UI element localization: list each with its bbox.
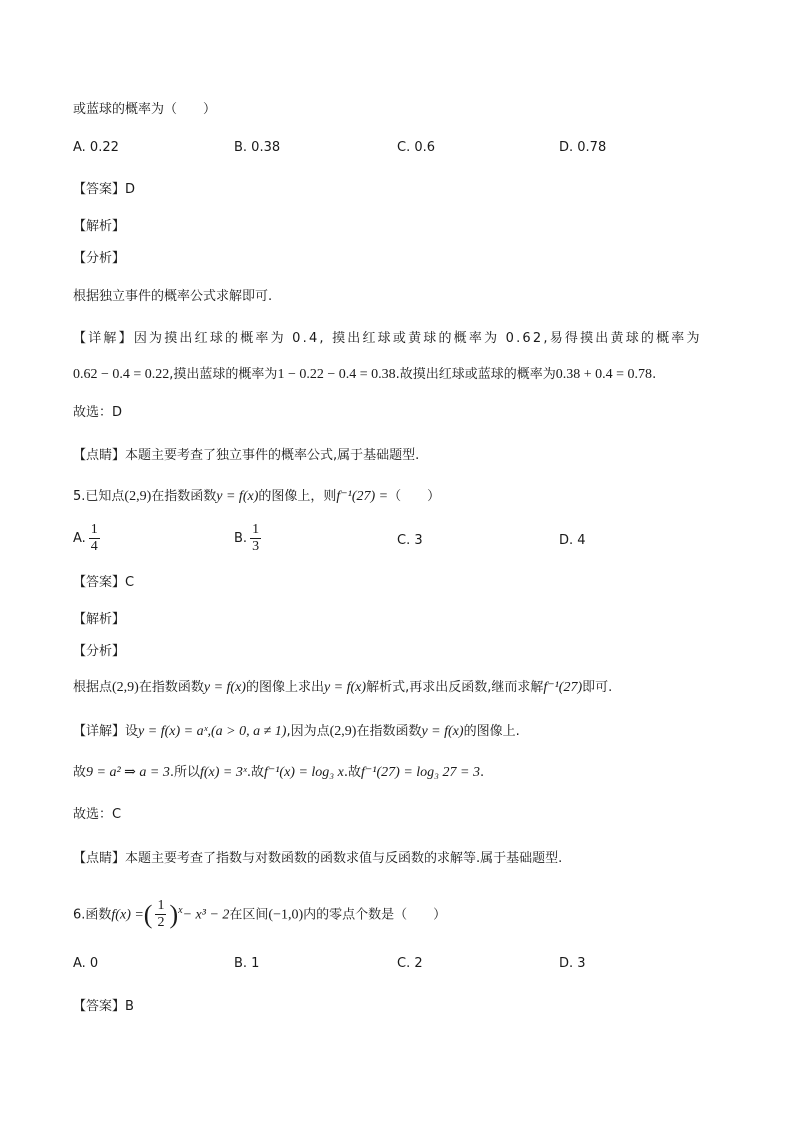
answer-value: D [125,182,136,197]
math-expr: f⁻¹(x) = log₃ x [263,765,344,780]
detail-label: 【详解】 [73,331,134,346]
q6-option-c: C. 2 [397,956,423,971]
q4-fenxi-label: 【分析】 [73,251,126,266]
q4-option-b: B. 0.38 [234,140,281,155]
text-segment: . [479,765,485,780]
math-expr: f(x) = 3ˣ [199,765,247,780]
text-segment: . [652,367,657,382]
q5-stem [73,488,440,506]
q5-answer [73,574,134,592]
q4-fenxi-text: 根据独立事件的概率公式求解即可. [73,289,273,304]
math-expr: f⁻¹(27) = log₃ 27 = 3 [361,765,480,780]
q4-comment [73,447,419,465]
question-number: 6. [73,907,86,923]
q4-stem-tail: 或蓝球的概率为（ ） [73,102,217,117]
numerator: 1 [252,522,260,537]
fraction [155,898,166,931]
right-paren: ) [169,899,179,929]
q4-analysis-label: 【解析】 [73,219,126,234]
numerator: 1 [90,522,98,537]
text-segment: 的图像上求出 [245,680,324,695]
text-segment: 的图像上. [463,724,520,739]
text-segment: （ ） [388,489,441,504]
text-segment: 函数 [85,907,112,923]
option-label: B. [234,531,248,546]
detail-text: 因为摸出红球的概率为 0.4, 摸出红球或黄球的概率为 0.62,易得摸出黄球的概率为 [133,331,702,346]
math-expr: 9 = a² ⇒ a = 3 [86,765,170,780]
q5-option-b [234,522,264,555]
denominator: 3 [252,539,260,554]
detail-label: 【详解】 [73,724,126,739]
math-expr: f⁻¹(27) [543,680,583,695]
q4-choose: 故选：D [73,405,123,420]
comment-text: 本题主要考查了独立事件的概率公式,属于基础题型. [125,448,420,463]
math-expr: f⁻¹(27) = [336,489,389,504]
q5-analysis-label: 【解析】 [73,612,126,627]
question-number: 5. [73,489,86,504]
denominator: 2 [157,915,165,931]
q6-stem [73,893,446,933]
text-segment: 已知点 [85,489,125,504]
math-expr: − x³ − 2 [182,907,230,923]
q4-option-a: A. 0.22 [73,140,119,155]
text-segment: ,因为点 [286,724,330,739]
answer-label: 【答案】 [73,575,126,590]
text-segment: 故 [73,765,87,780]
text-segment: 根据点 [73,680,113,695]
denominator: 4 [90,539,98,554]
text-segment: 解析式,再求出反函数,继而求解 [366,680,544,695]
math-expr: f(x) = [111,907,144,923]
math-expr: (2,9) [124,489,152,504]
math-expr: y = f(x) [323,680,367,695]
text-segment: 在区间 [229,907,269,923]
q5-option-c: C. 3 [397,533,423,548]
math-expr: (2,9) [112,680,139,695]
fraction [250,522,261,555]
text-segment: 的图像上，则 [258,489,337,504]
math-expr: 0.62 − 0.4 = 0.22 [73,367,170,382]
q6-option-d: D. 3 [559,956,586,971]
q5-detail-line1 [73,723,520,741]
math-expr: y = f(x) [421,724,464,739]
q6-option-a: A. 0 [73,956,99,971]
math-expr: (2,9) [329,724,357,739]
numerator: 1 [157,898,165,914]
text-segment: 即可. [582,680,613,695]
q5-comment [73,850,562,868]
text-segment: 在指数函数 [356,724,422,739]
math-expr: y = f(x) [216,489,259,504]
option-label: A. [73,531,86,546]
answer-label: 【答案】 [73,182,126,197]
text-segment: ,摸出蓝球的概率为 [169,367,278,382]
answer-value: C [125,575,135,590]
exponent: x [178,905,183,916]
q5-option-a [73,522,103,555]
comment-text: 本题主要考查了指数与对数函数的函数求值与反函数的求解等.属于基础题型. [125,851,563,866]
q6-answer [73,998,134,1016]
math-expr: (−1,0) [268,907,304,923]
q4-option-d: D. 0.78 [559,140,607,155]
comment-label: 【点睛】 [73,448,126,463]
q4-detail-line2 [73,366,656,384]
math-expr: y = f(x) = aˣ,(a > 0, a ≠ 1) [138,724,287,739]
math-expr: 0.38 + 0.4 = 0.78 [555,367,653,382]
q5-option-d: D. 4 [559,533,586,548]
comment-label: 【点睛】 [73,851,126,866]
q5-fenxi-label: 【分析】 [73,644,126,659]
fraction [89,522,100,555]
math-expr: 1 − 0.22 − 0.4 = 0.38 [277,367,396,382]
answer-value: B [125,999,134,1014]
text-segment: .故 [246,765,264,780]
math-expr: y = f(x) [203,680,246,695]
text-segment: .故 [343,765,362,780]
q6-option-b: B. 1 [234,956,260,971]
text-segment: 内的零点个数是（ ） [303,907,447,923]
left-paren: ( [143,899,153,929]
q5-choose: 故选：C [73,807,122,822]
q5-detail-line2 [73,764,484,782]
q4-answer [73,181,135,199]
text-segment: 在指数函数 [138,680,204,695]
answer-label: 【答案】 [73,999,126,1014]
text-segment: 在指数函数 [151,489,217,504]
q4-option-c: C. 0.6 [397,140,436,155]
q4-detail-line1 [73,330,702,348]
text-segment: .故摸出红球或蓝球的概率为 [395,367,556,382]
q5-fenxi-text [73,679,612,697]
text-segment: 设 [125,724,139,739]
text-segment: .所以 [169,765,200,780]
